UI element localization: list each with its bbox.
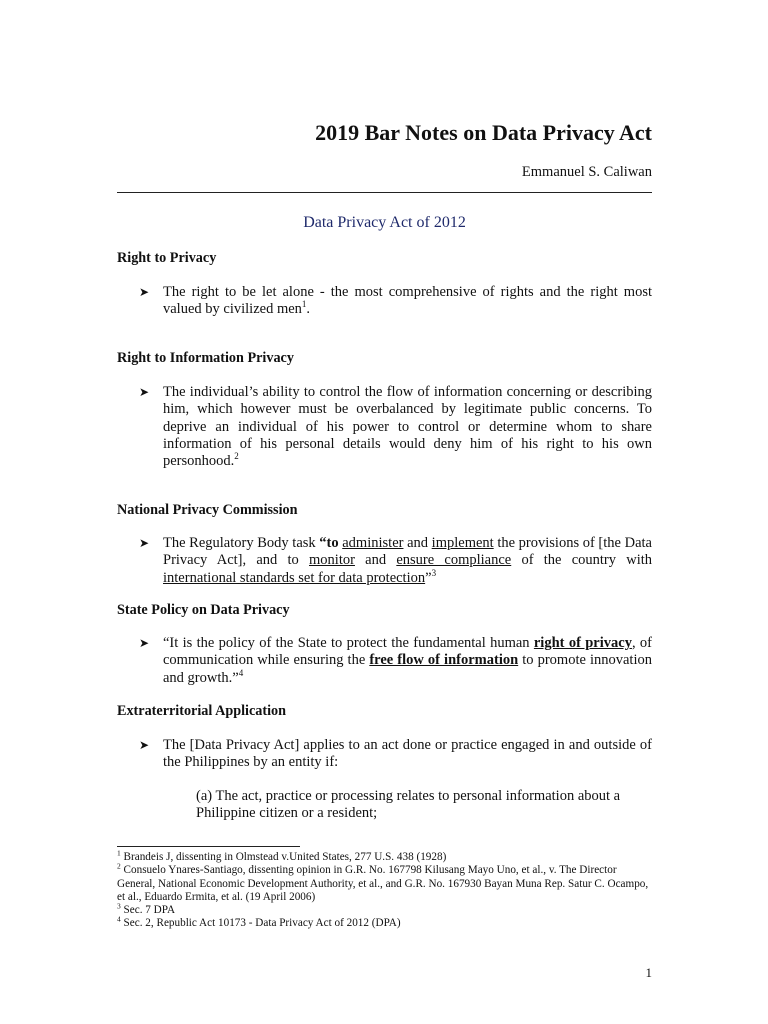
bullet-text: “It is the policy of the State to protect the fundamental human right of privacy, of communication while ensuring the free flow of information to promote innovation and growth.”$^4$ [163,635,652,686]
bullet-text: The Regulatory Body task “to administer and implement the provisions of [the Data Privacy Act], and to monitor and ensure compliance of the country with international standards set for data protection”$^3$ [163,535,653,586]
term-administer: administer [342,535,404,551]
term-implement: implement [431,535,494,551]
arrow-bullet-icon: ➤ [139,636,150,650]
footnote-ref[interactable]: 1 [301,299,307,310]
footnote-2: $^2$ Consuelo Ynares-Santiago, dissenting opinion in G.R. No. 167798 Kilusang Mayo Uno, et al., v. The Director General, National Economic Development Authority, et al., and G.R. No. 167930 Bayan Muna Rep. Satur C. Ocampo, et al., Eduardo Ermita, et al. (19 April 2006) [117,861,649,903]
document-subtitle: Data Privacy Act of 2012 [303,214,466,231]
bullet-information-privacy [139,384,652,470]
header-divider [117,192,652,193]
bullet-npc [139,535,652,587]
footnote-ref[interactable]: 3 [431,567,437,578]
arrow-bullet-icon: ➤ [139,738,150,752]
page-number: 1 [645,965,652,980]
bullet-text: The individual’s ability to control the flow of information concerning or describing him, which however must be overbalanced by legitimate public concerns. To deprive an individual of his power to control or determine whom to share information of his personal details would deny him of his right to his own personhood.$^2$ [163,384,652,470]
document-title: 2019 Bar Notes on Data Privacy Act [315,120,652,145]
footnote-4: $^4$ Sec. 2, Republic Act 10173 - Data Privacy Act of 2012 (DPA) [117,914,401,930]
author-name: Emmanuel S. Caliwan [521,164,652,180]
term-free-flow-of-information: free flow of information [369,652,519,669]
arrow-bullet-icon: ➤ [139,385,150,399]
document-page [117,0,652,1024]
footnote-divider [117,846,300,847]
term-ensure-compliance: ensure compliance [396,552,512,569]
list-item-a: (a) The act, practice or processing relates to personal information about a Philippine citizen or a resident; [196,788,621,822]
heading-extraterritorial: Extraterritorial Application [117,703,287,719]
bullet-text: The right to be let alone - the most comprehensive of rights and the right most valued by civilized men$^1$. [163,284,652,318]
footnotes [117,848,652,931]
term-right-of-privacy: right of privacy [533,635,632,651]
heading-right-to-privacy: Right to Privacy [117,250,217,266]
bullet-state-policy [139,635,652,687]
arrow-bullet-icon: ➤ [139,285,150,299]
arrow-bullet-icon: ➤ [139,536,150,550]
footnote-ref[interactable]: 4 [238,667,244,678]
term-international-standards: international standards set for data protection [163,569,426,586]
footnote-1: $^1$ Brandeis J, dissenting in Olmstead v.United States, 277 U.S. 438 (1928) [117,848,447,863]
bullet-text: The [Data Privacy Act] applies to an act done or practice engaged in and outside of the Philippines by an entity if: [163,737,652,771]
bullet-extraterritorial [139,737,652,772]
footnote-3: $^3$ Sec. 7 DPA [117,901,176,917]
term-monitor: monitor [309,552,355,569]
bullet-right-to-privacy [139,284,652,319]
heading-information-privacy: Right to Information Privacy [117,350,294,366]
heading-state-policy: State Policy on Data Privacy [117,602,290,618]
heading-npc: National Privacy Commission [117,502,298,518]
footnote-ref[interactable]: 2 [234,451,239,462]
